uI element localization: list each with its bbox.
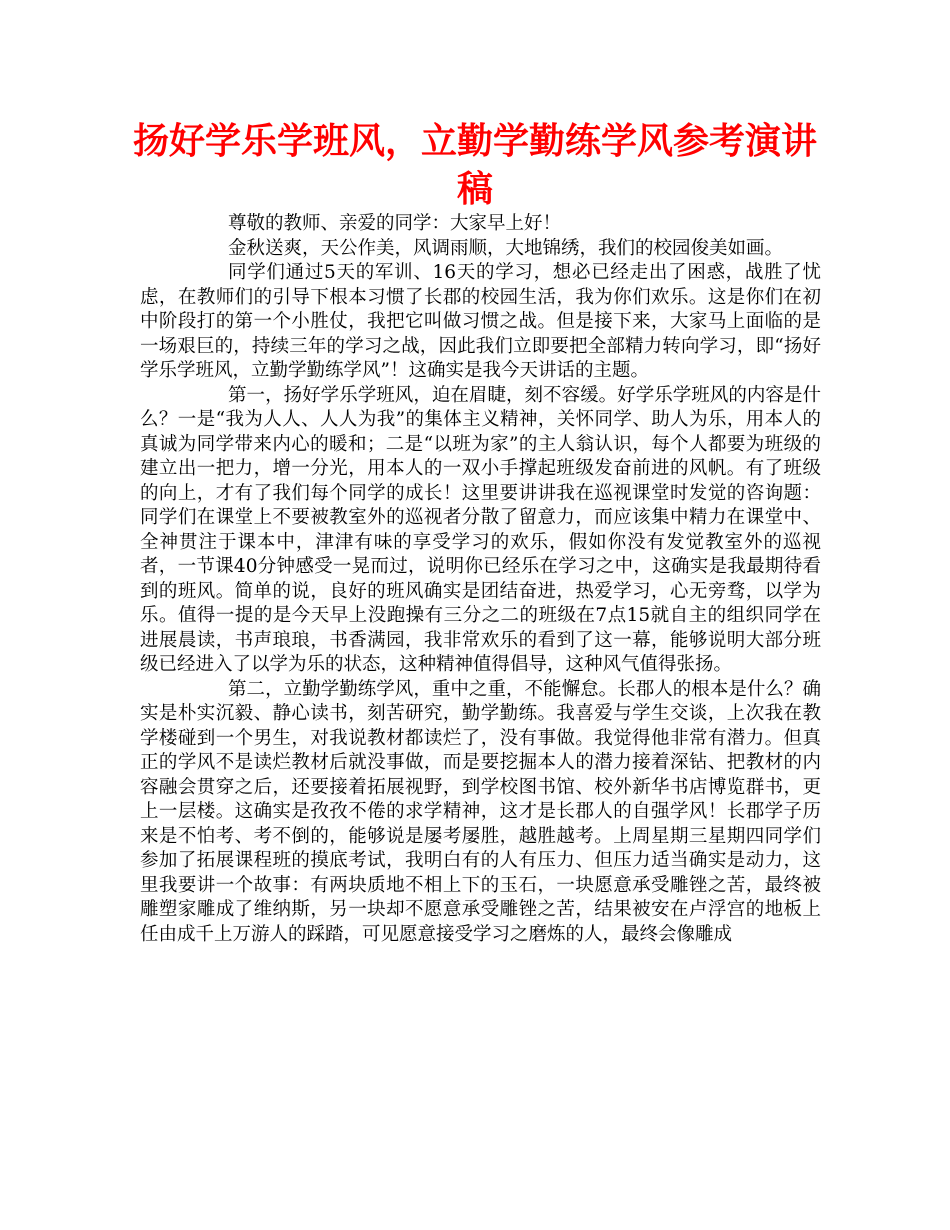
paragraph: 同学们通过5天的军训、16天的学习，想必已经走出了困惑，战胜了忧虑，在教师们的引导下根本习惯了长郡的校园生活，我为你们欢乐。这是你们在初中阶段打的第一个小胜仗，我把它叫做习惯之战。但是接下来，大家马上面临的是一场艰巨的，持续三年的学习之战，因此我们立即要把全部精力转向学习，即“扬好学乐学班风，立勤学勤练学风”！这确实是我今天讲话的主题。 — [140, 262, 821, 381]
paragraph: 第二，立勤学勤练学风，重中之重，不能懈怠。长郡人的根本是什么？确实是朴实沉毅、静心读书，刻苦研究，勤学勤练。我喜爱与学生交谈，上次我在教学楼碰到一个男生，对我说教材都读烂了，没有事做。我觉得他非常有潜力。但真正的学风不是读烂教材后就没事做，而是要挖掘本人的潜力接着深钻、把教材的内容融会贯穿之后，还要接着拓展视野，到学校图书馆、校外新华书店博览群书，更上一层楼。这确实是孜孜不倦的求学精神，这才是长郡人的自强学风！长郡学子历来是不怕考、考不倒的，能够说是屡考屡胜，越胜越考。上周星期三星期四同学们参加了拓展课程班的摸底考试，我明白有的人有压力、但压力适当确实是动力，这里我要讲一个故事：有两块质地不相上下的玉石，一块愿意承受雕锉之苦，最终被雕塑家雕成了维纳斯，另一块却不愿意承受雕锉之苦，结果被安在卢浮宫的地板上任由成千上万游人的踩踏，可见愿意接受学习之磨炼的人，最终会像雕成 — [140, 678, 821, 945]
document-title: 扬好学乐学班风，立勤学勤练学风参考演讲稿 — [132, 121, 817, 210]
paragraph: 金秋送爽，天公作美，风调雨顺，大地锦绣，我们的校园俊美如画。 — [228, 237, 784, 259]
document-body — [140, 212, 821, 947]
paragraph-greeting: 尊敬的教师、亲爱的同学：大家早上好！ — [228, 213, 562, 234]
paragraph: 第一，扬好学乐学班风，迫在眉睫，刻不容缓。好学乐学班风的内容是什么？一是“我为人人、人人为我”的集体主义精神，关怀同学、助人为乐，用本人的真诚为同学带来内心的暖和；二是“以班为家”的主人翁认识，每个人都要为班级的建立出一把力，增一分光，用本人的一双小手撑起班级发奋前进的风帆。有了班级的向上，才有了我们每个同学的成长！这里要讲讲我在巡视课堂时发觉的咨询题：同学们在课堂上不要被教室外的巡视者分散了留意力，而应该集中精力在课堂中、全神贯注于课本中，津津有味的享受学习的欢乐，假如你没有发觉教室外的巡视者，一节课40分钟感受一晃而过，说明你已经乐在学习之中，这确实是我最期待看到的班风。简单的说，良好的班风确实是团结奋进，热爱学习，心无旁骛，以学为乐。值得一提的是今天早上没跑操有三分之二的班级在7点15就自主的组织同学在进展晨读，书声琅琅，书香满园，我非常欢乐的看到了这一幕，能够说明大部分班级已经进入了以学为乐的状态，这种精神值得倡导，这种风气值得张扬。 — [140, 384, 821, 675]
